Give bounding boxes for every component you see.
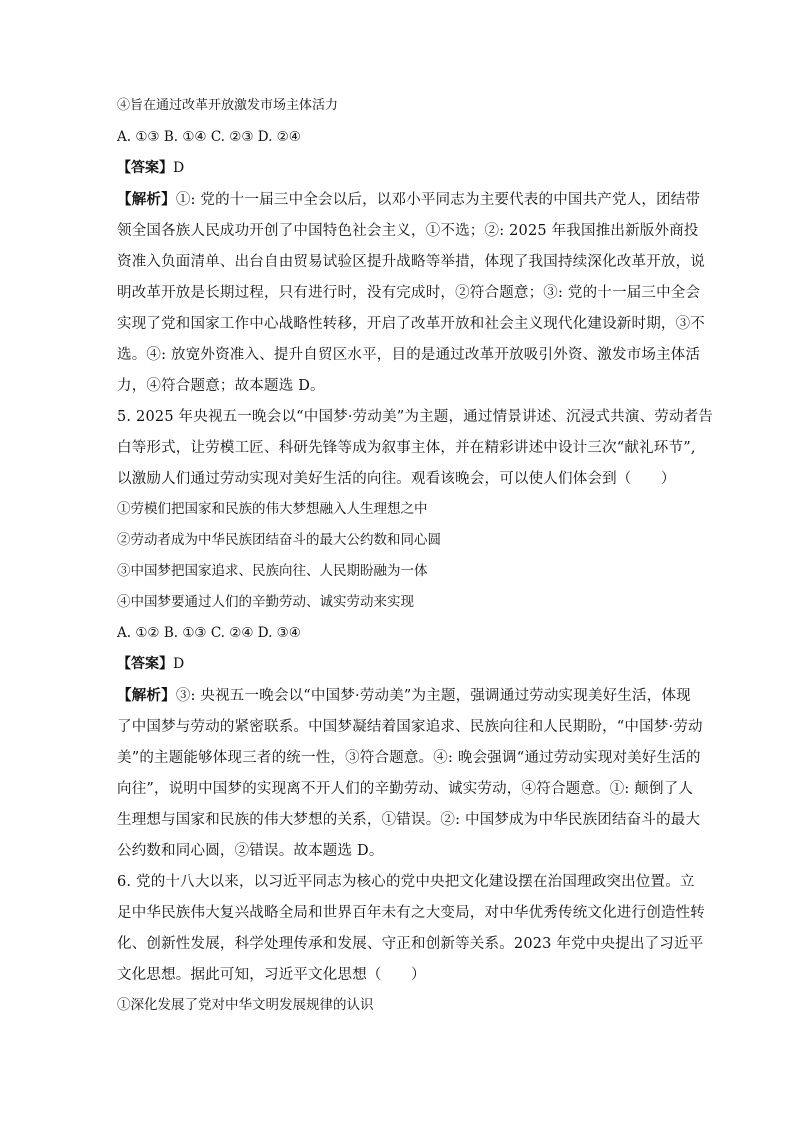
q5-item-1: ①劳模们把国家和民族的伟大梦想融入人生理想之中 bbox=[117, 501, 428, 517]
q4-options: A. ①③ B. ①④ C. ②③ D. ②④ bbox=[117, 129, 301, 145]
analysis-line: 力，④符合题意；故本题选 D。 bbox=[117, 378, 325, 394]
q5-item-2: ②劳动者成为中华民族团结奋斗的最大公约数和同心圆 bbox=[117, 532, 441, 548]
q6-item-1: ①深化发展了党对中华文明发展规律的认识 bbox=[117, 997, 374, 1013]
analysis-tag: 【解析】 bbox=[117, 191, 176, 208]
q4-item-4: ④旨在通过改革开放激发市场主体活力 bbox=[117, 98, 339, 113]
analysis-tag: 【解析】 bbox=[117, 687, 176, 704]
answer-value: D bbox=[173, 656, 185, 672]
document-page bbox=[117, 96, 714, 1026]
analysis-line: 明改革开放是长期过程，只有进行时，没有完成时，②符合题意；③: 党的十一届三中全会 bbox=[117, 285, 701, 301]
q5-answer bbox=[117, 654, 681, 674]
analysis-line: 【解析】③: 央视五一晚会以“中国梦·劳动美”为主题，强调通过劳动实现美好生活，体现 bbox=[117, 687, 691, 704]
answer-tag: 【答案】 bbox=[117, 160, 173, 176]
answer-value: D bbox=[173, 160, 185, 176]
analysis-line: 【解析】①: 党的十一届三中全会以后，以邓小平同志为主要代表的中国共产党人，团结带 bbox=[117, 191, 701, 208]
analysis-line: 领全国各族人民成功开创了中国特色社会主义，①不选；②: 2025 年我国推出新版外商投 bbox=[117, 223, 699, 239]
stem-line: 5. 2025 年央视五一晚会以“中国梦·劳动美”为主题，通过情景讲述、沉浸式共演、劳动者告 bbox=[117, 409, 714, 425]
answer-tag: 【答案】 bbox=[117, 656, 173, 672]
analysis-line: 实现了党和国家工作中心战略性转移，开启了改革开放和社会主义现代化建设新时期，③不 bbox=[117, 316, 705, 332]
stem-line: 足中华民族伟大复兴战略全局和世界百年未有之大变局，对中华优秀传统文化进行创造性转 bbox=[117, 905, 705, 921]
q6-stem bbox=[117, 867, 705, 991]
stem-line: 6. 党的十八大以来，以习近平同志为核心的党中央把文化建设摆在治国理政突出位置。立 bbox=[117, 874, 695, 890]
stem-line: 白等形式，让劳模工匠、科研先锋等成为叙事主体，并在精彩讲述中设计三次“献礼环节”, bbox=[117, 440, 696, 456]
stem-line: 化、创新性发展，科学处理传承和发展、守正和创新等关系。2023 年党中央提出了习近平 bbox=[117, 936, 704, 952]
q5-item-4: ④中国梦要通过人们的辛勤劳动、诚实劳动来实现 bbox=[117, 594, 414, 610]
analysis-line: 公约数和同心圆，②错误。故本题选 D。 bbox=[117, 843, 384, 859]
analysis-line: 美”的主题能够体现三者的统一性，③符合题意。④: 晚会强调“通过劳动实现对美好生活的 bbox=[117, 750, 701, 766]
analysis-line: 向往”，说明中国梦的实现离不开人们的辛勤劳动、诚实劳动，④符合题意。①: 颠倒了人 bbox=[117, 781, 694, 797]
analysis-line: 资准入负面清单、出台自由贸易试验区提升战略等举措，体现了我国持续深化改革开放，说 bbox=[117, 254, 705, 270]
analysis-line: 选。④: 放宽外资准入、提升自贸区水平，目的是通过改革开放吸引外资、激发市场主体活 bbox=[117, 347, 701, 363]
q5-analysis bbox=[117, 680, 703, 867]
stem-line: 文化思想。据此可知，习近平文化思想（ ） bbox=[117, 967, 426, 983]
q5-options: A. ①② B. ①③ C. ②④ D. ③④ bbox=[117, 625, 301, 641]
analysis-line: 生理想与国家和民族的伟大梦想的关系，①错误。②: 中国梦成为中华民族团结奋斗的最大 bbox=[117, 812, 701, 828]
q5-item-3: ③中国梦把国家追求、民族向往、人民期盼融为一体 bbox=[117, 563, 428, 579]
analysis-line: 了中国梦与劳动的紧密联系。中国梦凝结着国家追求、民族向往和人民期盼，“中国梦·劳动 bbox=[117, 719, 703, 735]
q5-stem bbox=[117, 402, 714, 495]
q4-analysis bbox=[117, 184, 705, 402]
stem-line: 以激励人们通过劳动实现对美好生活的向往。观看该晚会，可以使人们体会到（ ） bbox=[117, 471, 676, 487]
q4-answer bbox=[117, 158, 681, 178]
